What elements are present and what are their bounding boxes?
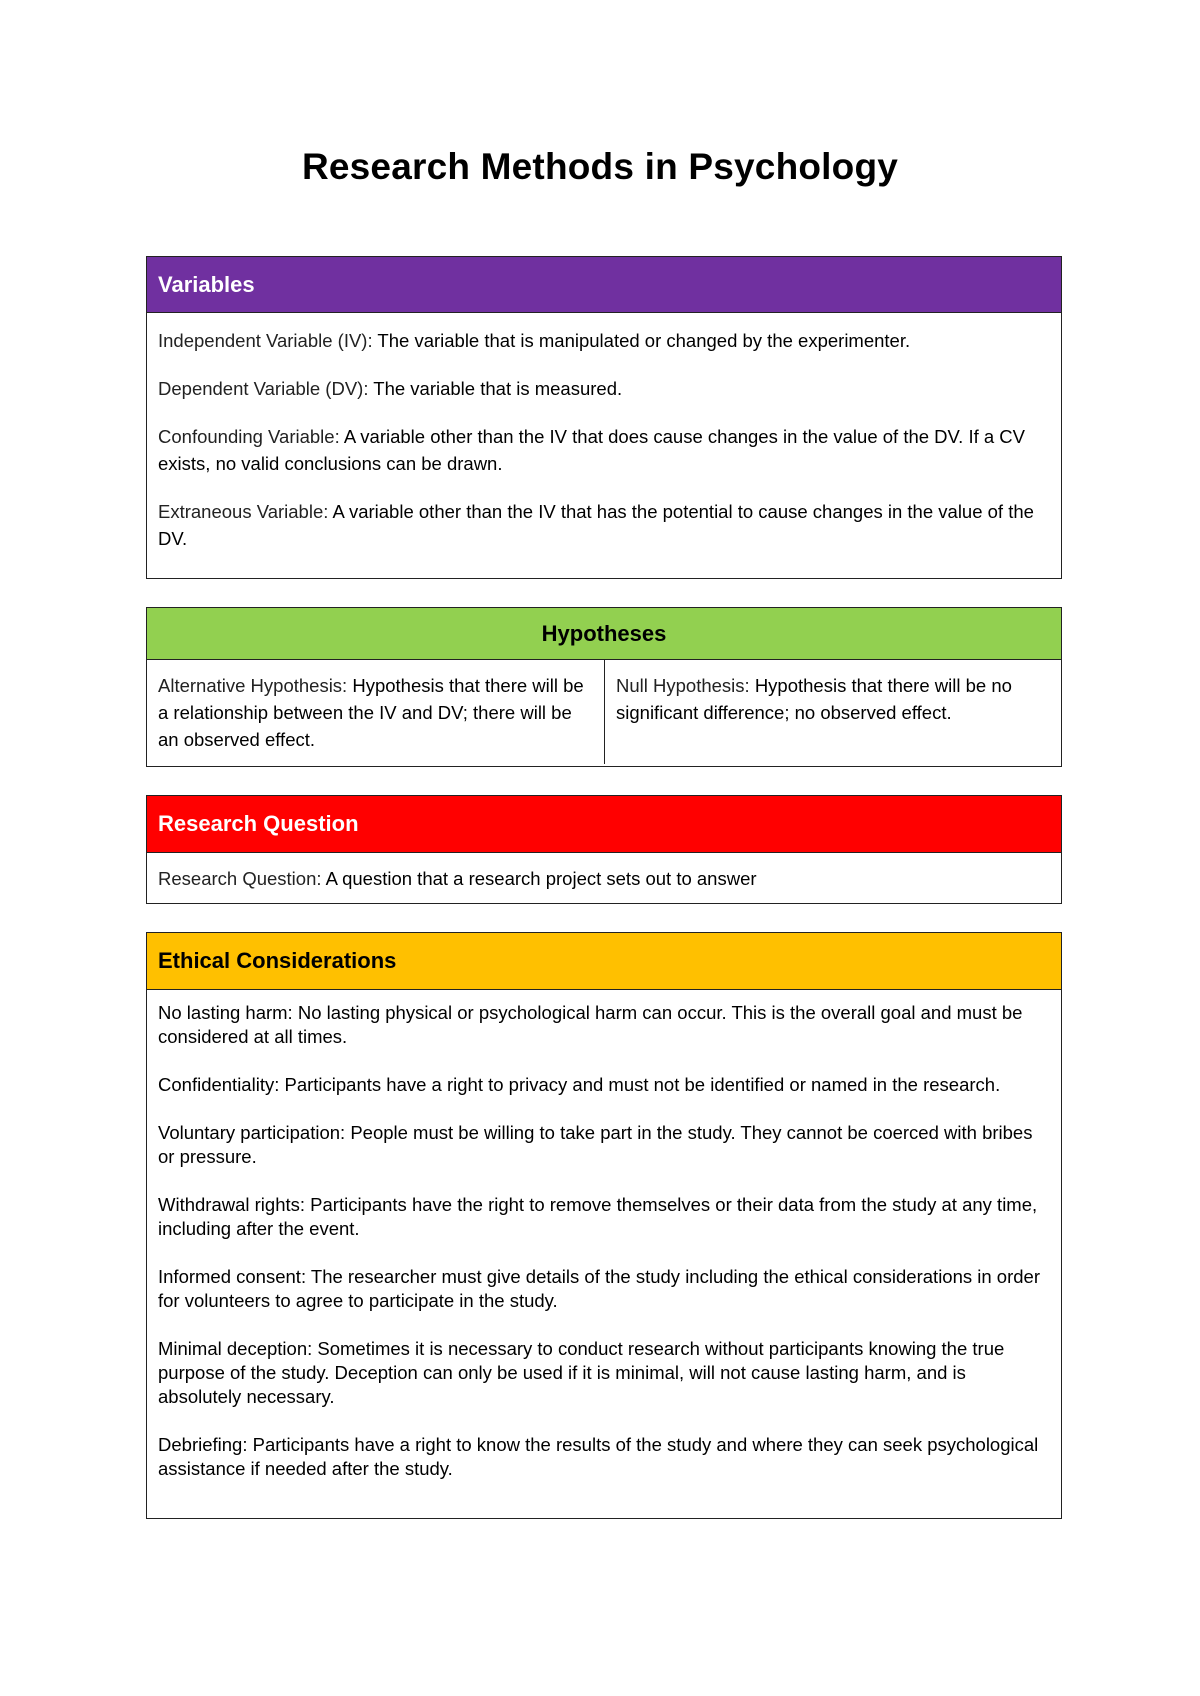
page-title: Research Methods in Psychology [301,146,899,187]
null-hypothesis-cell [604,660,1061,764]
definition-text: A variable other than the IV that has the potential to cause changes in the value of the DV. [158,501,1034,549]
definition-label: Independent Variable (IV): [158,330,373,351]
definition-label: Extraneous Variable: [158,501,329,522]
alternative-hypothesis-cell [147,660,604,764]
ethics-label: Informed consent: [158,1266,307,1287]
variables-section [146,256,1062,579]
ethics-label: Debriefing: [158,1434,248,1455]
ethics-text: No lasting physical or psychological harm can occur. This is the overall goal and must be considered at all times. [158,1002,1023,1047]
definition-item [158,375,1050,402]
ethical-considerations-body [147,990,1061,1481]
ethics-label: Voluntary participation: [158,1122,346,1143]
ethical-considerations-heading: Ethical Considerations [147,933,1061,990]
research-question-section [146,795,1062,904]
ethics-item [158,1073,1050,1097]
ethics-item [158,1337,1050,1409]
definition-text: Hypothesis that there will be no significant difference; no observed effect. [616,675,1012,723]
ethics-item [158,1433,1050,1481]
hypotheses-section [146,607,1062,767]
ethical-considerations-section [146,932,1062,1519]
variables-body [147,313,1061,552]
research-question-heading: Research Question [147,796,1061,853]
ethics-text: Participants have the right to remove themselves or their data from the study at any time, including after the event. [158,1194,1038,1239]
ethics-item [158,1001,1050,1049]
ethics-text: The researcher must give details of the study including the ethical considerations in order for volunteers to agree to participate in the study. [158,1266,1040,1311]
ethics-item [158,1121,1050,1169]
definition-label: Null Hypothesis: [616,675,750,696]
hypotheses-row [147,660,1061,764]
definition-text: The variable that is manipulated or changed by the experimenter. [377,330,911,351]
definition-item [158,423,1050,477]
ethics-item [158,1265,1050,1313]
definition-label: Confounding Variable: [158,426,340,447]
definition-label: Dependent Variable (DV): [158,378,369,399]
ethics-label: Withdrawal rights: [158,1194,306,1215]
ethics-label: Confidentiality: [158,1074,280,1095]
definition-item [158,327,1050,354]
ethics-item [158,1193,1050,1241]
ethics-text: Sometimes it is necessary to conduct research without participants knowing the true purpose of the study. Deception can only be used if it is minimal, will not cause lasting harm, and is absolutely necessary. [158,1338,1005,1407]
ethics-label: Minimal deception: [158,1338,313,1359]
hypotheses-heading: Hypotheses [147,608,1061,660]
ethics-text: Participants have a right to know the results of the study and where they can seek psychological assistance if needed after the study. [158,1434,1039,1479]
ethics-text: Participants have a right to privacy and must not be identified or named in the research. [284,1074,1001,1095]
ethics-text: People must be willing to take part in the study. They cannot be coerced with bribes or pressure. [158,1122,1033,1167]
definition-item [158,498,1050,552]
definition-label: Alternative Hypothesis: [158,675,348,696]
definition-text: Hypothesis that there will be a relationship between the IV and DV; there will be an observed effect. [158,675,584,750]
research-question-body [147,853,1061,892]
ethics-label: No lasting harm: [158,1002,293,1023]
definition-label: Research Question: [158,868,322,889]
definition-text: The variable that is measured. [373,378,623,399]
variables-heading: Variables [147,257,1061,313]
definition-text: A variable other than the IV that does cause changes in the value of the DV. If a CV exists, no valid conclusions can be drawn. [158,426,1026,474]
definition-text: A question that a research project sets out to answer [325,868,757,889]
